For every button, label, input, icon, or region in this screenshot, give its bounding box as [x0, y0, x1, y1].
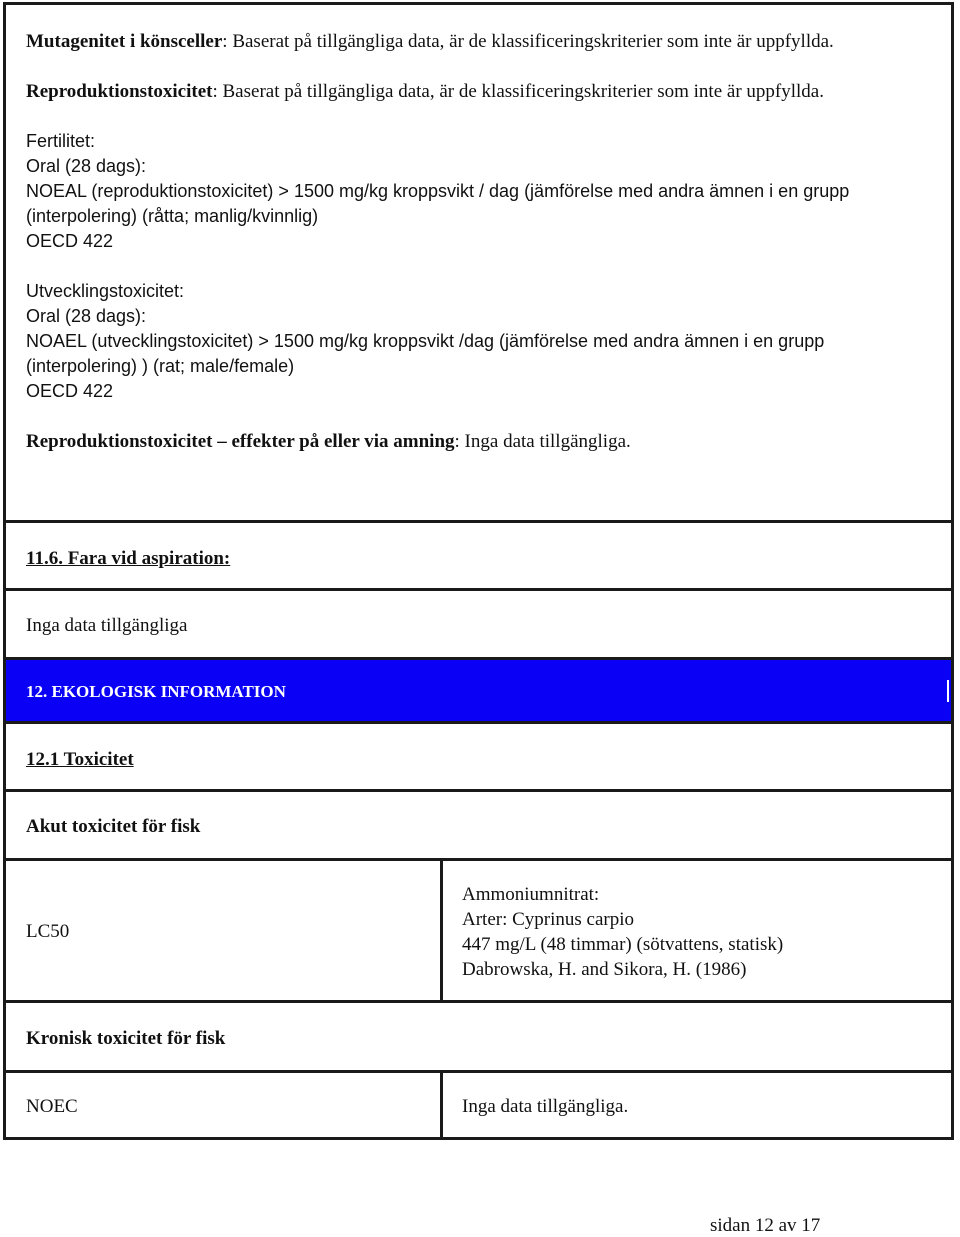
acute-fish-heading-cell: [3, 789, 954, 861]
development-noael: NOAEL (utvecklingstoxicitet) > 1500 mg/kg kroppsvikt /dag (jämförelse med andra ämnen i en grupp (interpolering) ) (rat; male/female): [26, 331, 825, 376]
noec-value-cell: [440, 1070, 954, 1140]
noec-value: Inga data tillgängliga.: [462, 1096, 629, 1117]
lc50-species: Arter: Cyprinus carpio: [462, 909, 635, 930]
lc50-label-cell: [3, 858, 443, 1003]
lactation-text: : Inga data tillgängliga.: [454, 431, 631, 452]
acute-fish-heading: Akut toxicitet för fisk: [26, 816, 201, 837]
aspiration-text: Inga data tillgängliga: [26, 615, 188, 636]
noec-label-cell: [3, 1070, 443, 1140]
toxicology-block: [3, 2, 954, 523]
section-12-header: [3, 657, 954, 724]
lc50-result: 447 mg/L (48 timmar) (sötvattens, statisk): [462, 934, 784, 955]
fertility-noael: NOEAL (reproduktionstoxicitet) > 1500 mg/kg kroppsvikt / dag (jämförelse med andra ämnen i en grupp (interpolering) (råtta; manlig/kvinnlig): [26, 181, 850, 226]
fertility-oral: Oral (28 dags):: [26, 156, 147, 176]
lc50-substance: Ammoniumnitrat:: [462, 884, 600, 905]
toxicity-heading-cell: [3, 721, 954, 792]
aspiration-heading: 11.6. Fara vid aspiration:: [26, 548, 231, 569]
reproductive-paragraph: [26, 79, 936, 104]
aspiration-heading-cell: [3, 520, 954, 591]
chronic-fish-heading: Kronisk toxicitet för fisk: [26, 1028, 226, 1049]
page-number: sidan 12 av 17: [710, 1215, 821, 1236]
aspiration-text-cell: [3, 588, 954, 660]
noec-label: NOEC: [26, 1096, 78, 1117]
development-oral: Oral (28 dags):: [26, 306, 147, 326]
reproductive-text: : Baserat på tillgängliga data, är de klassificeringskriterier som inte är uppfyllda.: [212, 81, 824, 102]
mutagenicity-paragraph: [26, 29, 936, 54]
lc50-value-cell: [440, 858, 954, 1003]
lactation-paragraph: [26, 429, 936, 454]
toxicity-heading: 12.1 Toxicitet: [26, 749, 134, 770]
chronic-fish-heading-cell: [3, 1000, 954, 1073]
reproductive-label: Reproduktionstoxicitet: [26, 81, 213, 102]
section-12-title: 12. EKOLOGISK INFORMATION: [26, 682, 286, 701]
mutagenicity-label: Mutagenitet i könsceller: [26, 31, 223, 52]
development-oecd: OECD 422: [26, 381, 114, 401]
lc50-label: LC50: [26, 921, 70, 942]
fertility-heading: Fertilitet:: [26, 131, 96, 151]
lc50-reference: Dabrowska, H. and Sikora, H. (1986): [462, 959, 747, 980]
development-heading: Utvecklingstoxicitet:: [26, 281, 185, 301]
fertility-oecd: OECD 422: [26, 231, 114, 251]
header-divider: [947, 680, 949, 702]
mutagenicity-text: : Baserat på tillgängliga data, är de klassificeringskriterier som inte är uppfyllda.: [222, 31, 834, 52]
lactation-label: Reproduktionstoxicitet – effekter på eller via amning: [26, 431, 455, 452]
